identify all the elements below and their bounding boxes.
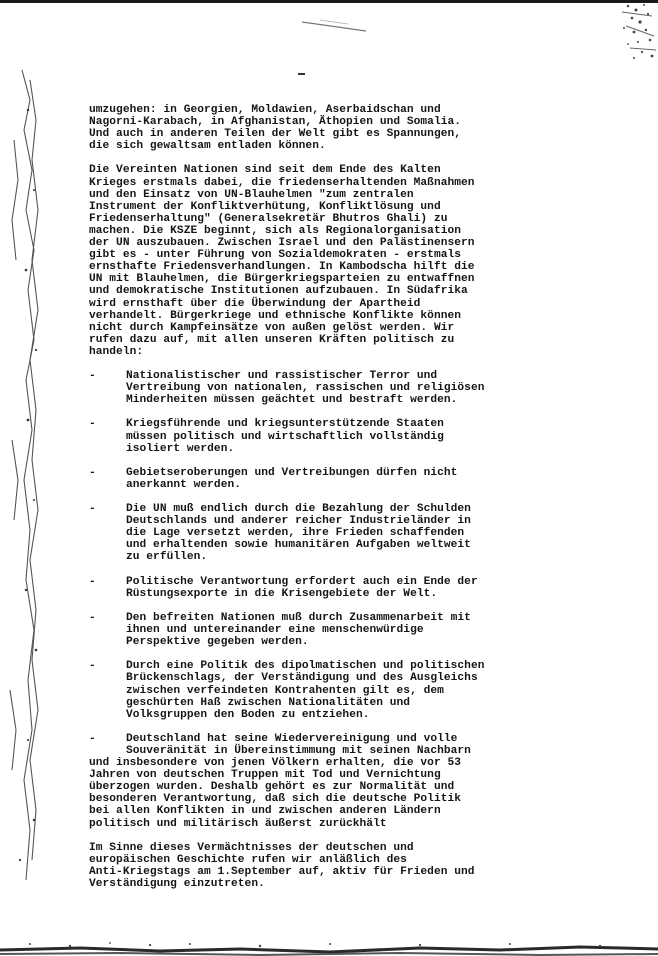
text-line: isoliert werden.: [126, 442, 235, 455]
text-line: zu erfüllen.: [126, 551, 208, 564]
text-line: Volksgruppen den Boden zu entziehen.: [126, 708, 370, 721]
text-line: Verständigung einzutreten.: [89, 878, 265, 890]
text-line: Perspektive gegeben werden.: [126, 636, 309, 649]
page-mark: [298, 73, 305, 75]
text-line: handeln:: [89, 345, 144, 358]
text-line: UN mit Blauhelmen, die Bürgerkriegsparteien zu entwaffnen: [89, 273, 475, 286]
bullet-dash: -: [89, 370, 96, 383]
text-line: Gebietseroberungen und Vertreibungen dürfen nicht: [126, 466, 458, 479]
text-line: politisch und militärisch äußerst zurückhält: [89, 817, 387, 830]
bullet-item: [89, 418, 529, 454]
bullet-item: [89, 576, 529, 600]
bullet-dash: -: [89, 503, 96, 516]
text-line: nicht durch Kampfeinsätze von außen gelöst werden. Wir: [89, 321, 455, 334]
text-line: der UN auszubauen. Zwischen Israel und den Palästinensern: [89, 237, 475, 250]
text-line: zwischen verfeindeten Kontrahenten gilt es, dem: [126, 684, 444, 697]
text-line: Deutschland hat seine Wiedervereinigung und volle: [126, 732, 458, 745]
text-line: verhandelt. Bürgerkriege und ethnische Konflikte können: [89, 309, 461, 322]
text-line: die sich gewaltsam entladen können.: [89, 140, 326, 153]
text-line: überzogen wurden. Deshalb gehört es zur Normalität und: [89, 781, 455, 794]
text-line: Nationalistischer und rassistischer Terror und: [126, 370, 438, 383]
bullet-item: [89, 660, 529, 720]
paragraph-2: [89, 164, 529, 358]
text-line: wird ernsthaft über die Überwindung der Apartheid: [89, 297, 421, 310]
bullet-dash: -: [89, 418, 96, 431]
text-line: rufen dazu auf, mit allen unseren Kräften politisch zu: [89, 333, 455, 346]
text-line: Rüstungsexporte in die Krisengebiete der Welt.: [126, 587, 438, 600]
bullet-dash: -: [89, 611, 96, 624]
text-line: machen. Die KSZE beginnt, sich als Regionalorganisation: [89, 224, 461, 237]
text-line: Im Sinne dieses Vermächtnisses der deutschen und: [89, 841, 414, 854]
text-line: gibt es - unter Führung von Sozialdemokraten - erstmals: [89, 249, 461, 262]
scan-binding-edge: [0, 40, 48, 900]
text-line: Nagorni-Karabach, in Afghanistan, Äthopien und Somalia.: [89, 116, 461, 129]
bullet-item-last: [89, 733, 529, 830]
text-line: und insbesondere von jenen Völkern erhalten, die vor 53: [89, 757, 461, 770]
text-line: geschürten Haß zwischen Nationalitäten und: [126, 696, 411, 709]
bullet-dash: -: [89, 660, 96, 673]
bullet-item: [89, 503, 529, 563]
text-line: Durch eine Politik des dipolmatischen und politischen: [126, 660, 485, 673]
text-line: und demokratische Institutionen aufzubauen. In Südafrika: [89, 285, 468, 298]
text-line: Krieges erstmals dabei, die friedenserhaltenden Maßnahmen: [89, 176, 475, 189]
text-line: Die UN muß endlich durch die Bezahlung der Schulden: [126, 503, 471, 516]
text-line: Kriegsführende und kriegsunterstützende Staaten: [126, 418, 444, 431]
text-line: müssen politisch und wirtschaftlich vollständig: [126, 430, 444, 443]
text-line: Brückenschlags, der Verständigung und des Ausgleichs: [126, 672, 478, 685]
bullet-item: [89, 467, 529, 491]
closing-paragraph: [89, 842, 529, 890]
text-line: Deutschlands und anderer reicher Industrieländer in: [126, 515, 471, 528]
paragraph-1: [89, 104, 529, 152]
bullet-dash: -: [89, 575, 96, 588]
text-line: Vertreibung von nationalen, rassischen und religiösen: [126, 382, 485, 395]
document-body: [89, 104, 529, 890]
text-line: Politische Verantwortung erfordert auch ein Ende der: [126, 575, 478, 588]
text-line: und erhaltenden sowie humanitären Aufgaben weltweit: [126, 539, 471, 552]
text-line: Souveränität in Übereinstimmung mit seinen Nachbarn: [126, 744, 471, 757]
scan-artifact-corner: [588, 0, 658, 70]
text-line: Jahren von deutschen Truppen mit Tod und Vernichtung: [89, 769, 441, 782]
text-line: die Lage versetzt werden, ihre Frieden schaffenden: [126, 527, 465, 540]
text-line: Minderheiten müssen geächtet und bestraft werden.: [126, 394, 458, 407]
text-line: bei allen Konflikten in und zwischen anderen Ländern: [89, 805, 441, 818]
text-line: Instrument der Konfliktverhütung, Konfliktlösung und: [89, 200, 441, 213]
bullet-dash: -: [89, 466, 96, 479]
text-line: Den befreiten Nationen muß durch Zusammenarbeit mit: [126, 611, 471, 624]
text-line: Friedenserhaltung" (Generalsekretär Bhutros Ghali) zu: [89, 212, 448, 225]
text-line: Und auch in anderen Teilen der Welt gibt es Spannungen,: [89, 128, 461, 141]
text-line: umzugehen: in Georgien, Moldawien, Aserbaidschan und: [89, 104, 441, 116]
text-line: anerkannt werden.: [126, 478, 241, 491]
text-line: Die Vereinten Nationen sind seit dem Ende des Kalten: [89, 164, 441, 177]
text-line: Anti-Kriegstags am 1.September auf, aktiv für Frieden und: [89, 865, 475, 878]
scan-artifact-top: [300, 18, 368, 34]
text-line: ernsthafte Friedensverhandlungen. In Kambodscha hilft die: [89, 261, 475, 274]
text-line: europäischen Geschichte rufen wir anläßlich des: [89, 853, 407, 866]
scan-top-border: [0, 0, 658, 3]
bullet-item: [89, 370, 529, 406]
text-line: ihnen und untereinander eine menschenwürdige: [126, 624, 424, 637]
scan-bottom-edge: [0, 900, 658, 956]
bullet-dash: -: [89, 732, 96, 745]
text-line: und den Einsatz von UN-Blauhelmen "zum zentralen: [89, 188, 414, 201]
bullet-item: [89, 612, 529, 648]
text-line: besonderen Verantwortung, daß sich die deutsche Politik: [89, 793, 461, 806]
